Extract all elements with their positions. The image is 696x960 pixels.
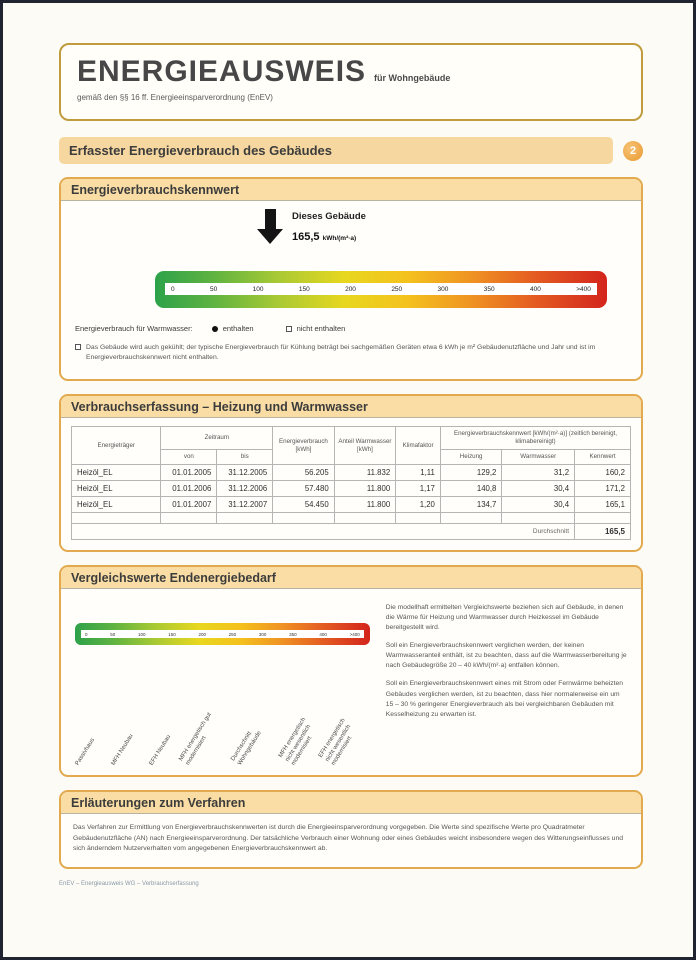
table-row bbox=[72, 481, 631, 497]
section-title: Vergleichswerte Endenergiebedarf bbox=[61, 567, 641, 589]
table-row-empty bbox=[72, 513, 631, 524]
col-header-kennwert-group: Energieverbrauchskennwert [kWh/(m²·a)] (zeitlich bereinigt, klimabereinigt) bbox=[440, 427, 630, 450]
page-banner-row bbox=[59, 137, 643, 164]
marker-unit: kWh/(m²·a) bbox=[322, 235, 357, 242]
cell-anteil-ww: 11.800 bbox=[334, 481, 395, 497]
cell-heizung: 140,8 bbox=[440, 481, 501, 497]
col-header-von: von bbox=[161, 450, 217, 465]
marker-label: Dieses Gebäude bbox=[292, 211, 366, 222]
tick: 250 bbox=[228, 631, 237, 637]
cell-kennwert: 171,2 bbox=[575, 481, 631, 497]
tick: 300 bbox=[258, 631, 267, 637]
tick: 0 bbox=[171, 285, 175, 293]
cell-warmwasser: 31,2 bbox=[502, 465, 575, 481]
average-label: Durchschnitt bbox=[72, 524, 575, 540]
section-title: Verbrauchserfassung – Heizung und Warmwasser bbox=[61, 396, 641, 418]
cell-energietraeger: Heizöl_EL bbox=[72, 465, 161, 481]
cell-klimafaktor: 1,20 bbox=[396, 497, 441, 513]
col-header-energieverbrauch: Energieverbrauch [kWh] bbox=[273, 427, 334, 465]
tick: 50 bbox=[110, 631, 116, 637]
cooling-note bbox=[75, 343, 627, 363]
tick: 200 bbox=[198, 631, 206, 637]
comparison-scale-bar bbox=[75, 623, 370, 645]
checkbox-empty-icon bbox=[286, 326, 292, 332]
page-banner: Erfasster Energieverbrauch des Gebäudes bbox=[59, 137, 613, 164]
tick: 400 bbox=[319, 631, 327, 637]
method-explanation-text: Das Verfahren zur Ermittlung von Energieverbrauchskennwerten ist durch die Energieeinsparverordnung vorgegeben. Die Werte sind spezifische Werte pro Quadratmeter Gebäudenutzfläche (AN) nach Energieeinsparverordnung. Der tatsächliche Verbrauch einer Wohnung oder eines Gebäudes weicht insbesondere wegen des Witterungseinflusses und sich änderndem Nutzerverhalten vom angegebenen Energieverbrauchskennwert ab. bbox=[73, 824, 624, 853]
section-title: Energieverbrauchskennwert bbox=[61, 179, 641, 201]
building-marker bbox=[257, 209, 366, 244]
down-arrow-icon bbox=[257, 209, 283, 244]
energy-scale-ticks bbox=[165, 283, 597, 295]
tick: 0 bbox=[85, 631, 88, 637]
category-label: MFH Neubau bbox=[110, 732, 135, 767]
cell-kennwert: 160,2 bbox=[575, 465, 631, 481]
section-erlaeuterungen bbox=[59, 790, 643, 869]
comparison-scale-ticks bbox=[81, 630, 364, 638]
cell-anteil-ww: 11.832 bbox=[334, 465, 395, 481]
cell-energietraeger: Heizöl_EL bbox=[72, 481, 161, 497]
cell-warmwasser: 30,4 bbox=[502, 497, 575, 513]
page-number-badge: 2 bbox=[623, 141, 643, 161]
document-title: ENERGIEAUSWEIS bbox=[77, 55, 367, 88]
cell-kennwert: 165,1 bbox=[575, 497, 631, 513]
cell-heizung: 134,7 bbox=[440, 497, 501, 513]
tick: >400 bbox=[349, 631, 360, 637]
document-title-suffix: für Wohngebäude bbox=[374, 73, 451, 83]
document-subtitle: gemäß den §§ 16 ff. Energieeinsparverordnung (EnEV) bbox=[77, 93, 273, 102]
cell-verbrauch: 54.450 bbox=[273, 497, 334, 513]
option-included-label: enthalten bbox=[222, 324, 254, 333]
tick: 100 bbox=[137, 631, 146, 637]
tick: 50 bbox=[210, 285, 218, 293]
footer-note: EnEV – Energieausweis WG – Verbrauchserfassung bbox=[59, 880, 199, 887]
average-value: 165,5 bbox=[575, 524, 631, 540]
tick: 400 bbox=[530, 285, 541, 293]
cell-heizung: 129,2 bbox=[440, 465, 501, 481]
cell-klimafaktor: 1,17 bbox=[396, 481, 441, 497]
col-header-anteil-warmwasser: Anteil Warmwasser [kWh] bbox=[334, 427, 395, 465]
col-header-heizung: Heizung bbox=[440, 450, 501, 465]
tick: 150 bbox=[298, 285, 310, 293]
category-label: Passivhaus bbox=[74, 737, 96, 767]
tick: 200 bbox=[345, 285, 356, 293]
paragraph: Soll ein Energieverbrauchskennwert eines mit Strom oder Fernwärme beheizten Gebäudes verglichen werden, ist zu beachten, dass hier normalerweise ein um 15 – 30 % geringerer Energieverbrauch als bei vergleichbaren Gebäuden mit Kesselheizung zu erwarten ist. bbox=[385, 680, 623, 718]
table-row bbox=[72, 465, 631, 481]
cell-anteil-ww: 11.800 bbox=[334, 497, 395, 513]
cell-verbrauch: 57.480 bbox=[273, 481, 334, 497]
col-header-klimafaktor: Klimafaktor bbox=[396, 427, 441, 465]
tick: 350 bbox=[289, 631, 297, 637]
tick: >400 bbox=[576, 285, 591, 293]
col-header-bis: bis bbox=[217, 450, 273, 465]
category-label: EFH Neubau bbox=[148, 733, 173, 767]
radio-filled-icon bbox=[212, 326, 218, 332]
table-row bbox=[72, 497, 631, 513]
tick: 150 bbox=[168, 631, 176, 637]
warmwasser-options-line bbox=[75, 324, 627, 333]
section-title: Erläuterungen zum Verfahren bbox=[61, 792, 641, 814]
paragraph: Soll ein Energieverbrauchskennwert verglichen werden, der keinen Warmwasseranteil enthält, ist zu beachten, dass auf die Warmwasserbereitung je nach Gebäudegröße 20 – 40 kWh/(m²·a) entfallen können. bbox=[385, 642, 627, 670]
marker-value: 165,5 kWh/(m²·a) bbox=[292, 231, 357, 243]
section-verbrauchserfassung bbox=[59, 394, 643, 552]
comparison-explanation bbox=[386, 601, 627, 771]
category-label: MFH energetisch nicht wesentlich modernisiert bbox=[277, 716, 314, 767]
comparison-category-labels bbox=[75, 649, 370, 771]
checkbox-empty-icon bbox=[75, 344, 81, 350]
col-header-kennwert: Kennwert bbox=[575, 450, 631, 465]
cell-von: 01.01.2007 bbox=[161, 497, 217, 513]
col-header-zeitraum: Zeitraum bbox=[161, 427, 273, 450]
warmwasser-label: Energieverbrauch für Warmwasser: bbox=[75, 324, 193, 333]
tick: 100 bbox=[252, 285, 264, 293]
title-box bbox=[59, 43, 643, 121]
cell-warmwasser: 30,4 bbox=[502, 481, 575, 497]
cell-energietraeger: Heizöl_EL bbox=[72, 497, 161, 513]
category-label: MFH energetisch gut modernisiert bbox=[178, 711, 213, 767]
cell-verbrauch: 56.205 bbox=[273, 465, 334, 481]
energy-scale-bar bbox=[155, 271, 607, 308]
cell-bis: 31.12.2006 bbox=[217, 481, 273, 497]
tick: 250 bbox=[391, 285, 403, 293]
cell-klimafaktor: 1,11 bbox=[396, 465, 441, 481]
category-label: EFH energetisch nicht wesentlich modernisiert bbox=[317, 717, 354, 767]
tick: 350 bbox=[483, 285, 495, 293]
paragraph: Die modellhaft ermittelten Vergleichswerte beziehen sich auf Gebäude, in denen die Wärme für Heizung und Warmwasser durch Heizkessel im Gebäude bereitgestellt wird. bbox=[385, 604, 624, 632]
comparison-scale-area bbox=[75, 601, 370, 771]
table-row-average bbox=[72, 524, 631, 540]
cell-von: 01.01.2005 bbox=[161, 465, 217, 481]
consumption-table bbox=[71, 426, 631, 540]
section-energieverbrauchskennwert bbox=[59, 177, 643, 381]
col-header-warmwasser: Warmwasser bbox=[502, 450, 575, 465]
cell-bis: 31.12.2005 bbox=[217, 465, 273, 481]
cell-von: 01.01.2006 bbox=[161, 481, 217, 497]
cell-bis: 31.12.2007 bbox=[217, 497, 273, 513]
category-label: Durchschnitt Wohngebäude bbox=[230, 730, 263, 767]
col-header-energietraeger: Energieträger bbox=[72, 427, 161, 465]
cooling-note-text: Das Gebäude wird auch gekühlt; der typische Energieverbrauch für Kühlung beträgt bei sachgemäßen Geräten etwa 6 kWh je m² Gebäudenutzfläche und Jahr und ist im Energieverbrauchskennwert nicht enthalten. bbox=[86, 344, 596, 361]
option-excluded-label: nicht enthalten bbox=[296, 324, 346, 333]
section-vergleichswerte bbox=[59, 565, 643, 777]
kennwert-body bbox=[61, 201, 641, 379]
tick: 300 bbox=[437, 285, 449, 293]
